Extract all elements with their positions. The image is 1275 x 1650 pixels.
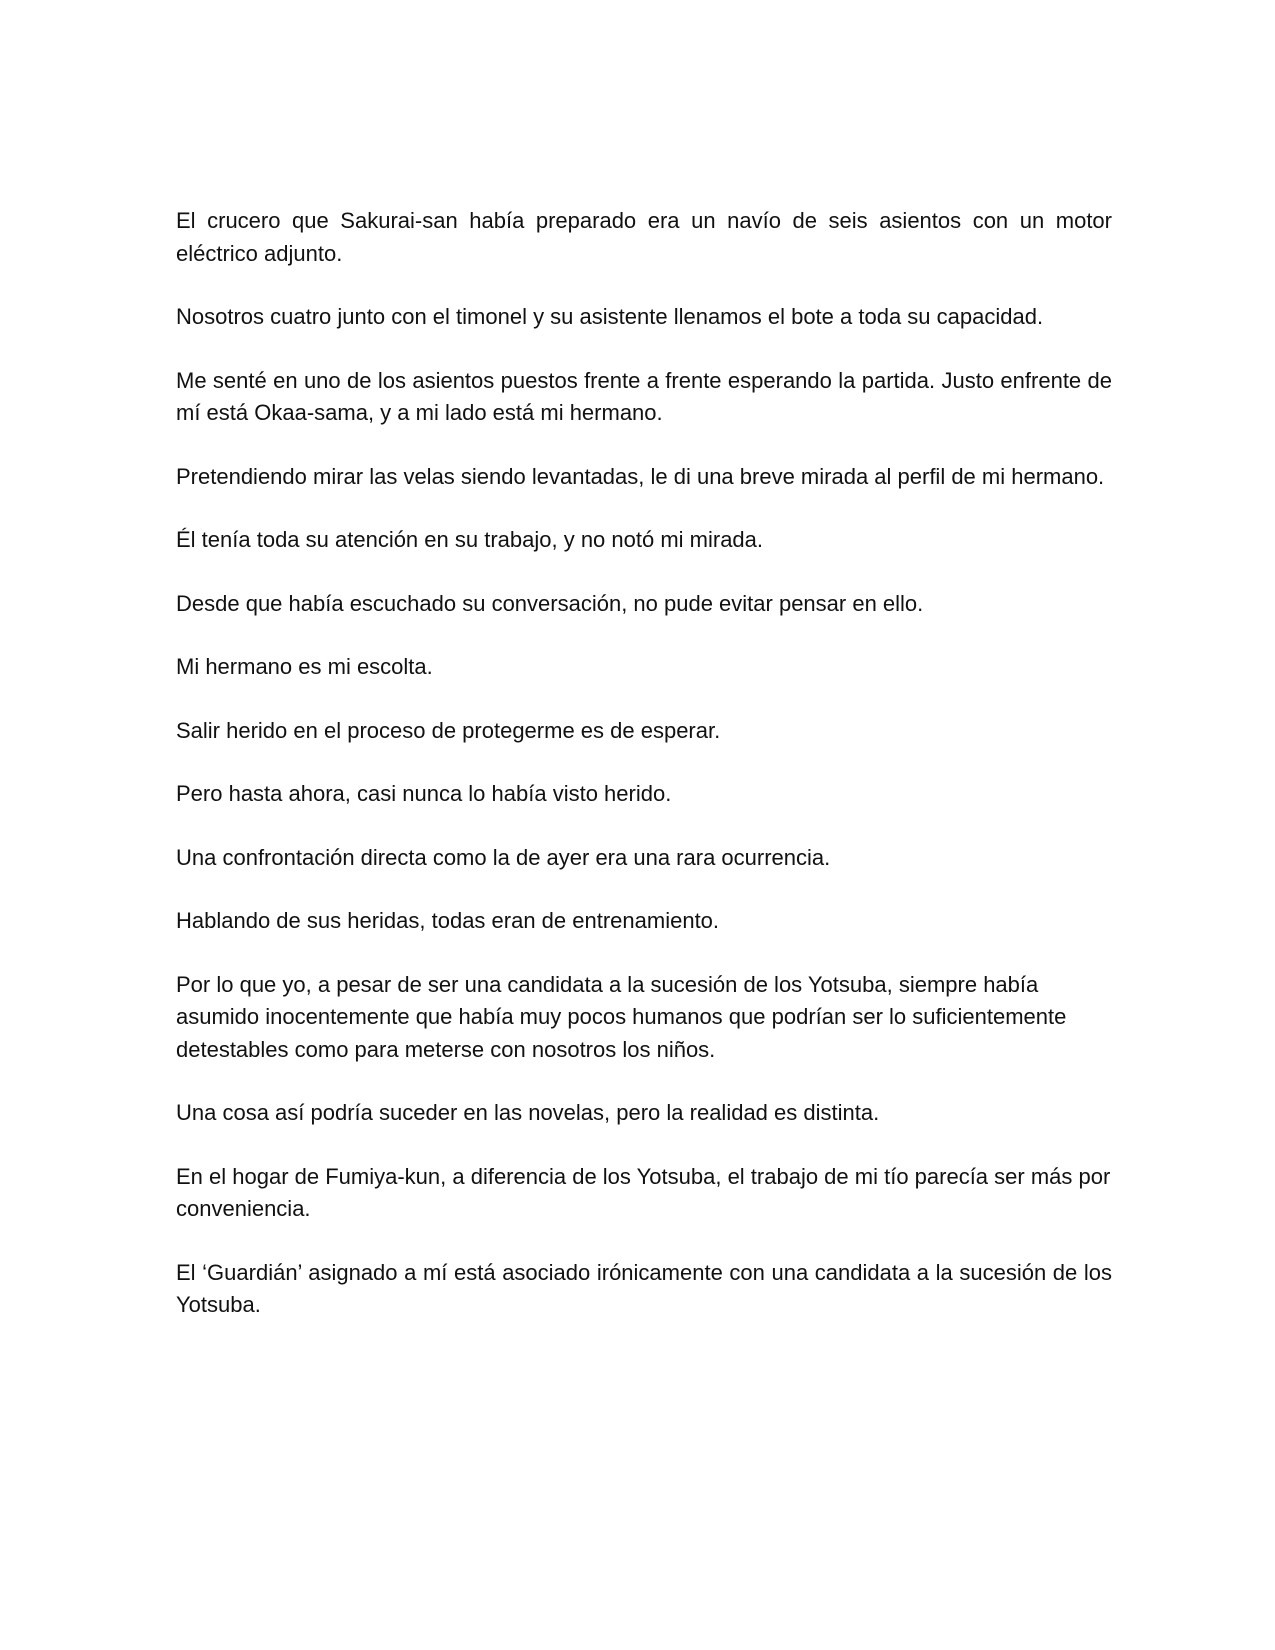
paragraph-2: Nosotros cuatro junto con el timonel y su asistente llenamos el bote a toda su capacidad.: [176, 304, 1044, 329]
paragraph-8: Salir herido en el proceso de protegerme es de esperar.: [176, 717, 721, 743]
paragraph-4: Pretendiendo mirar las velas siendo levantadas, le di una breve mirada al perfil de mi hermano.: [176, 463, 1105, 489]
paragraph-12: Por lo que yo, a pesar de ser una candidata a la sucesión de los Yotsuba, siempre había asumido inocentemente que había muy pocos humanos que podrían ser lo suficientemente detestables como para meterse con nosotros los niños.: [176, 971, 1067, 1062]
paragraph-15: El ‘Guardián’ asignado a mí está asociado irónicamente con una candidata a la sucesión de los Yotsuba.: [176, 1259, 1112, 1317]
paragraph-13: Una cosa así podría suceder en las novelas, pero la realidad es distinta.: [176, 1100, 880, 1125]
paragraph-7: Mi hermano es mi escolta.: [176, 654, 433, 679]
paragraph-6: Desde que había escuchado su conversación, no pude evitar pensar en ello.: [176, 590, 924, 616]
paragraph-5: Él tenía toda su atención en su trabajo, y no notó mi mirada.: [176, 527, 764, 552]
paragraph-9: Pero hasta ahora, casi nunca lo había visto herido.: [176, 781, 672, 806]
paragraph-14: En el hogar de Fumiya-kun, a diferencia de los Yotsuba, el trabajo de mi tío parecía ser más por conveniencia.: [176, 1163, 1111, 1221]
paragraph-1: El crucero que Sakurai-san había preparado era un navío de seis asientos con un motor eléctrico adjunto.: [176, 208, 1112, 266]
body-text: [176, 205, 1112, 1353]
paragraph-3: Me senté en uno de los asientos puestos frente a frente esperando la partida. Justo enfrente de mí está Okaa-sama, y a mi lado está mi hermano.: [176, 367, 1112, 425]
paragraph-10: Una confrontación directa como la de ayer era una rara ocurrencia.: [176, 844, 831, 870]
paragraph-11: Hablando de sus heridas, todas eran de entrenamiento.: [176, 908, 720, 933]
